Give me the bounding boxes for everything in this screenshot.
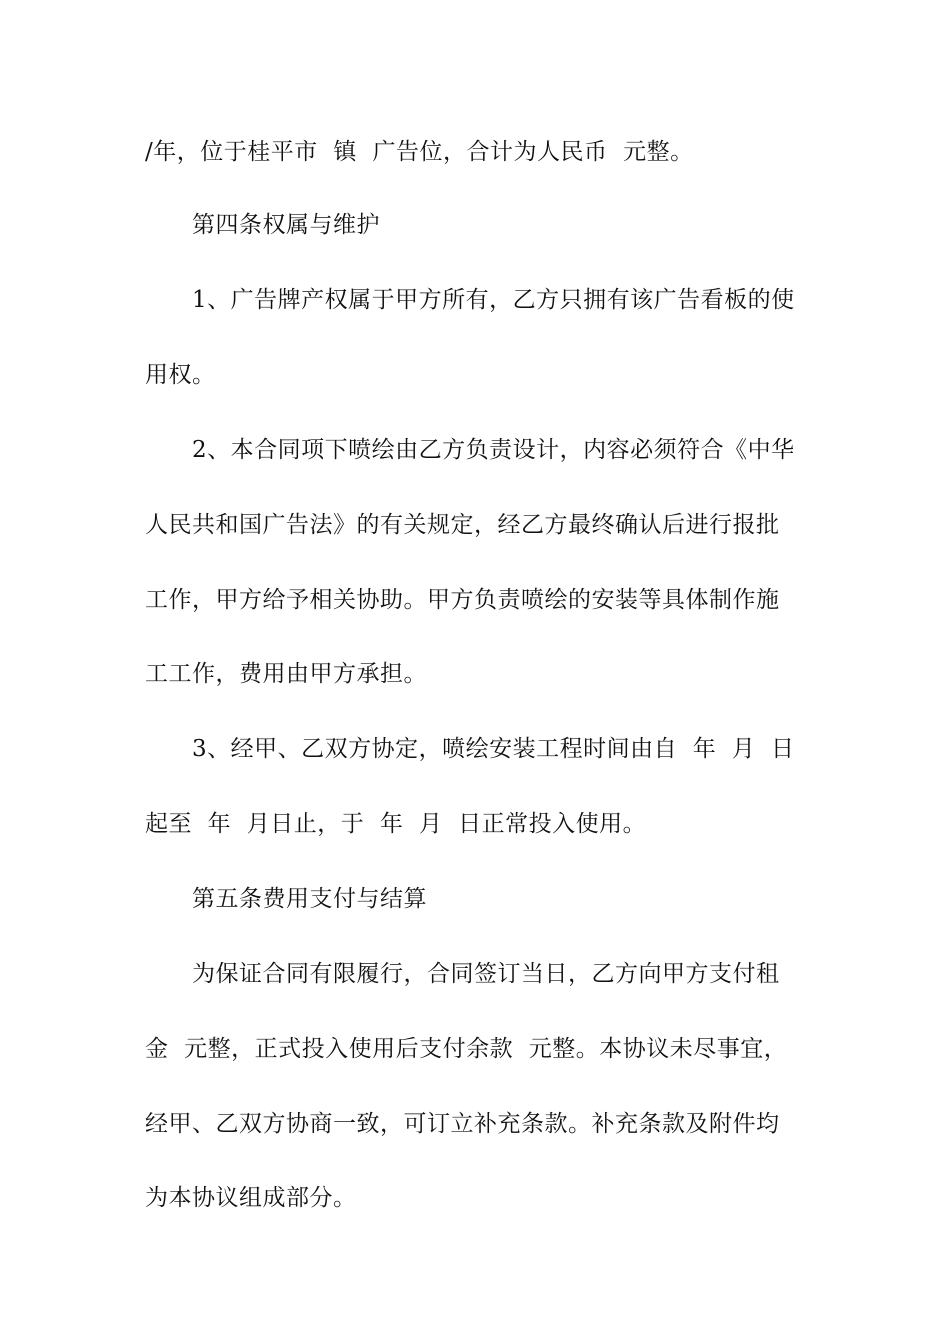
text-line: 工作，甲方给予相关协助。甲方负责喷绘的安装等具体制作施 — [145, 587, 780, 613]
text-line: 起至 年 月日止，于 年 月 日正常投入使用。 — [145, 811, 647, 837]
text-line: 3、经甲、乙双方协定，喷绘安装工程时间由自 年 月 日 — [192, 736, 795, 762]
text-line: 为保证合同有限履行，合同签订当日，乙方向甲方支付租 — [192, 961, 780, 987]
section-heading: 第四条权属与维护 — [192, 212, 380, 238]
text-line: 为本协议组成部分。 — [145, 1185, 357, 1211]
text-line: 1、广告牌产权属于甲方所有，乙方只拥有该广告看板的使 — [192, 287, 795, 313]
text-line: 工工作，费用由甲方承担。 — [145, 661, 427, 687]
section-heading: 第五条费用支付与结算 — [192, 886, 427, 912]
text-line: 2、本合同项下喷绘由乙方负责设计，内容必须符合《中华 — [192, 437, 795, 463]
text-line: 金 元整，正式投入使用后支付余款 元整。本协议未尽事宜， — [145, 1036, 788, 1062]
text-line: 用权。 — [145, 362, 216, 388]
text-line: 人民共和国广告法》的有关规定，经乙方最终确认后进行报批 — [145, 512, 780, 538]
text-line: /年，位于桂平市 镇 广告位，合计为人民币 元整。 — [145, 139, 694, 165]
text-line: 经甲、乙双方协商一致，可订立补充条款。补充条款及附件均 — [145, 1111, 780, 1137]
